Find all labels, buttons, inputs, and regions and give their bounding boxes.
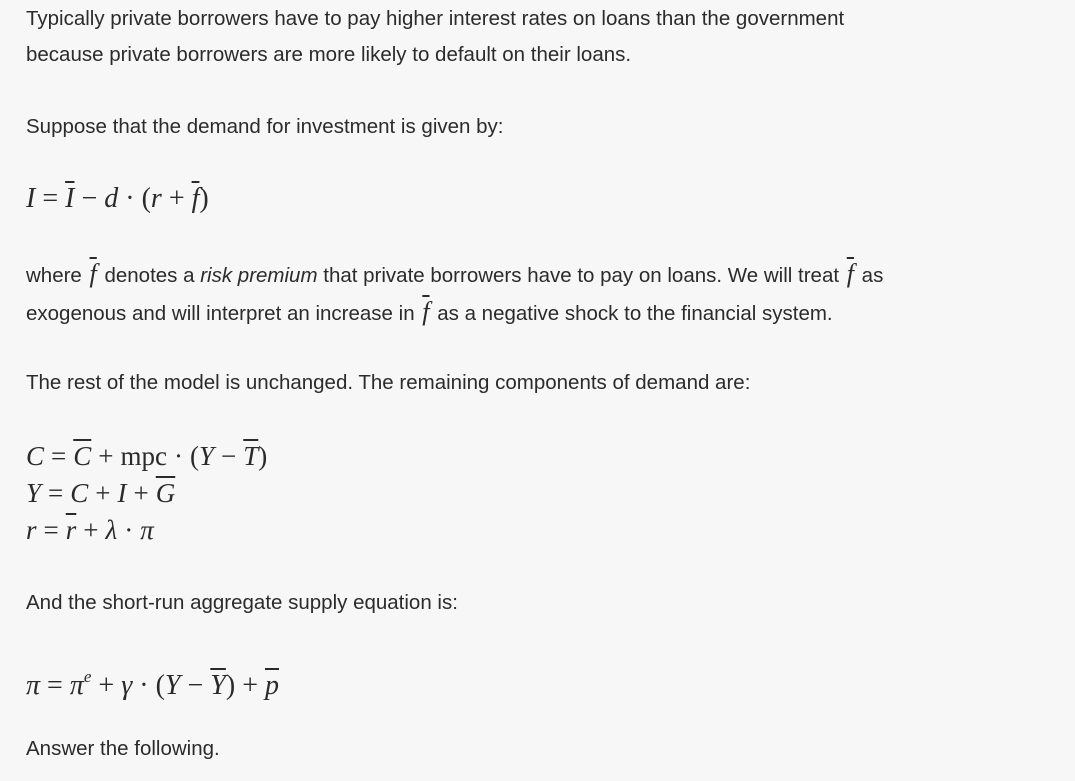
consumption-equation: $C = \overline{C}$ + mpc · $(Y - \overline{T})$ [26,441,268,471]
demand-components-intro: The rest of the model is unchanged. The remaining components of demand are: [26,371,751,394]
intro-line-2: because private borrowers are more likely to default on their loans. [26,43,632,66]
intro-line-1: Typically private borrowers have to pay higher interest rates on loans than the government [26,7,845,30]
supply-equation: $\pi = \pi^e + \gamma \cdot (Y - \overline{Y}) + \overline{p}$ [26,667,279,701]
investment-intro: Suppose that the demand for investment is given by: [26,115,504,138]
investment-equation: $I = \overline{I} - d \cdot (r + \overline{f})$ [26,183,209,214]
answer-prompt: Answer the following. [26,737,220,760]
risk-premium-term: risk premium [200,264,318,287]
supply-intro: And the short-run aggregate supply equation is: [26,591,458,614]
fbar-symbol: $\overline{f}$ [89,259,97,288]
rate-equation: $r = \overline{r} + \lambda \cdot \pi$ [26,515,154,545]
intro-paragraph [26,1,1046,73]
output-equation: $Y = C + I + \overline{G}$ [26,478,176,508]
risk-premium-paragraph: where $\overline{f}$ denotes a risk premium that private borrowers have to pay on loans. We will treat $\overline{f}$ as exogenous and will interpret an increase in $\overline{f}$ as a negative shock to the financial system. [26,259,884,326]
